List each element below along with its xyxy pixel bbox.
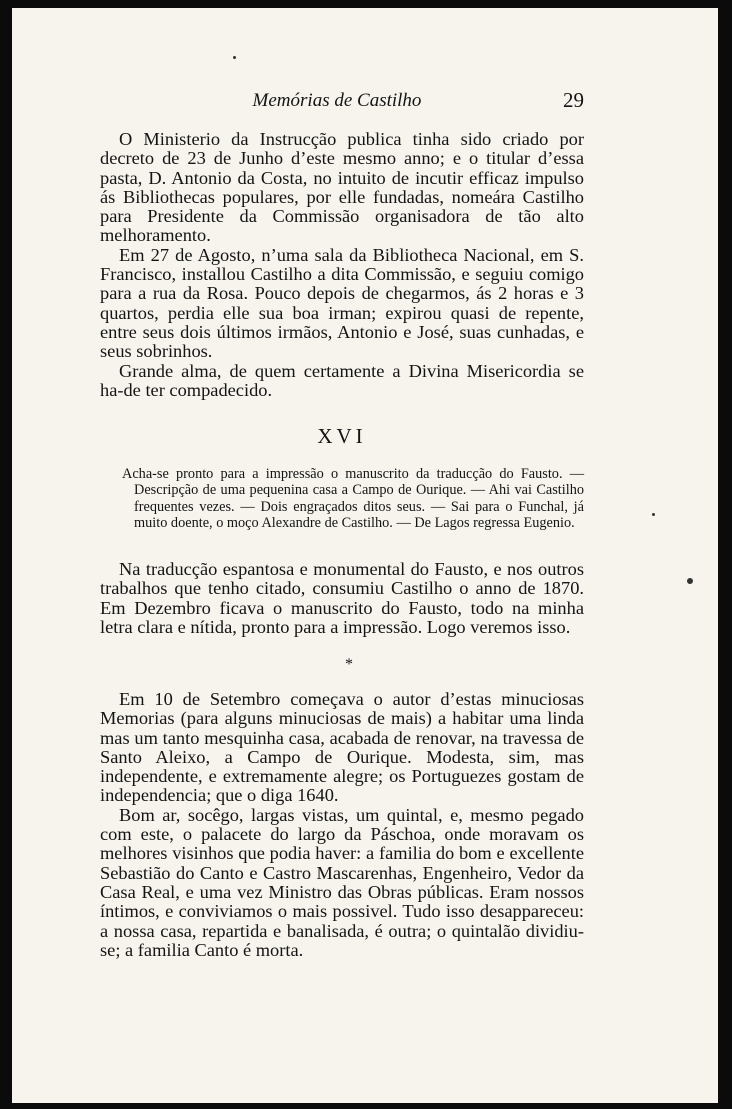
speck-mark <box>233 56 236 59</box>
page-header <box>12 88 718 118</box>
paragraph: Em 27 de Agosto, n’uma sala da Bibliotheca Nacional, em S. Francisco, installou Castilho a dita Commissão, e seguiu comigo para a rua da Rosa. Pouco depois de chegarmos, ás 2 horas e 3 quartos, perdia elle sua boa irman; expirou quasi de repente, entre seus dois últimos irmãos, Antonio e José, suas cunhadas, e seus sobrinhos. <box>100 244 584 362</box>
page-number: 29 <box>563 88 584 112</box>
section-2 <box>100 560 584 637</box>
speck-mark <box>687 578 693 584</box>
speck-mark <box>652 513 655 516</box>
chapter-number: XVI <box>317 424 367 448</box>
paragraph: Bom ar, socêgo, largas vistas, um quintal, e, mesmo pegado com este, o palacete do largo da Páschoa, onde moravam os melhores visinhos que podia haver: a familia do bom e excellente Sebastião do Canto e Castro Mascarenhas, Engenheiro, Vedor da Casa Real, e uma vez Ministro das Obras públicas. Eram nossos íntimos, e conviviamos o mais possivel. Tudo isso desappareceu: a nossa casa, repartida e banalisada, é outra; o quintalão dividiu-se; a familia Canto é morta. <box>100 804 584 960</box>
paragraph: Grande alma, de quem certamente a Divina Misericordia se ha-de ter compadecido. <box>100 360 584 400</box>
book-page <box>12 8 718 1103</box>
paragraph: Em 10 de Setembro começava o autor d’estas minuciosas Memorias (para alguns minuciosas de mais) a habitar uma linda mas um tanto mesquinha casa, acabada de renovar, na travessa de Santo Aleixo, a Campo de Ourique. Modesta, sim, mas independente, e extremamente alegre; os Portuguezes gostam de independencia; que o diga 1640. <box>100 689 584 806</box>
section-1 <box>100 130 584 400</box>
chapter-summary: Acha-se pronto para a impressão o manuscrito da traducção do Fausto. — Descripção de uma pequenina casa a Campo de Ourique. — Ahi vai Castilho frequentes vezes. — Dois engraçados ditos seus. — Sai para o Funchal, já muito doente, o moço Alexandre de Castilho. — De Lagos regressa Eugenio. <box>122 466 584 532</box>
section-separator: * <box>345 656 353 673</box>
section-3 <box>100 690 584 960</box>
running-title: Memórias de Castilho <box>252 90 422 111</box>
paragraph: Na traducção espantosa e monumental do Fausto, e nos outros trabalhos que tenho citado, consumiu Castilho o anno de 1870. Em Dezembro ficava o manuscrito do Fausto, todo na minha letra clara e nítida, pronto para a impressão. Logo veremos isso. <box>100 559 584 637</box>
paragraph: O Ministerio da Instrucção publica tinha sido criado por decreto de 23 de Junho d’este mesmo anno; e o titular d’essa pasta, D. Antonio da Costa, no intuito de incutir efficaz impulso ás Bibliothecas populares, por elle fundadas, nomeára Castilho para Presidente da Commissão organisadora de tão alto melhoramento. <box>100 129 584 246</box>
